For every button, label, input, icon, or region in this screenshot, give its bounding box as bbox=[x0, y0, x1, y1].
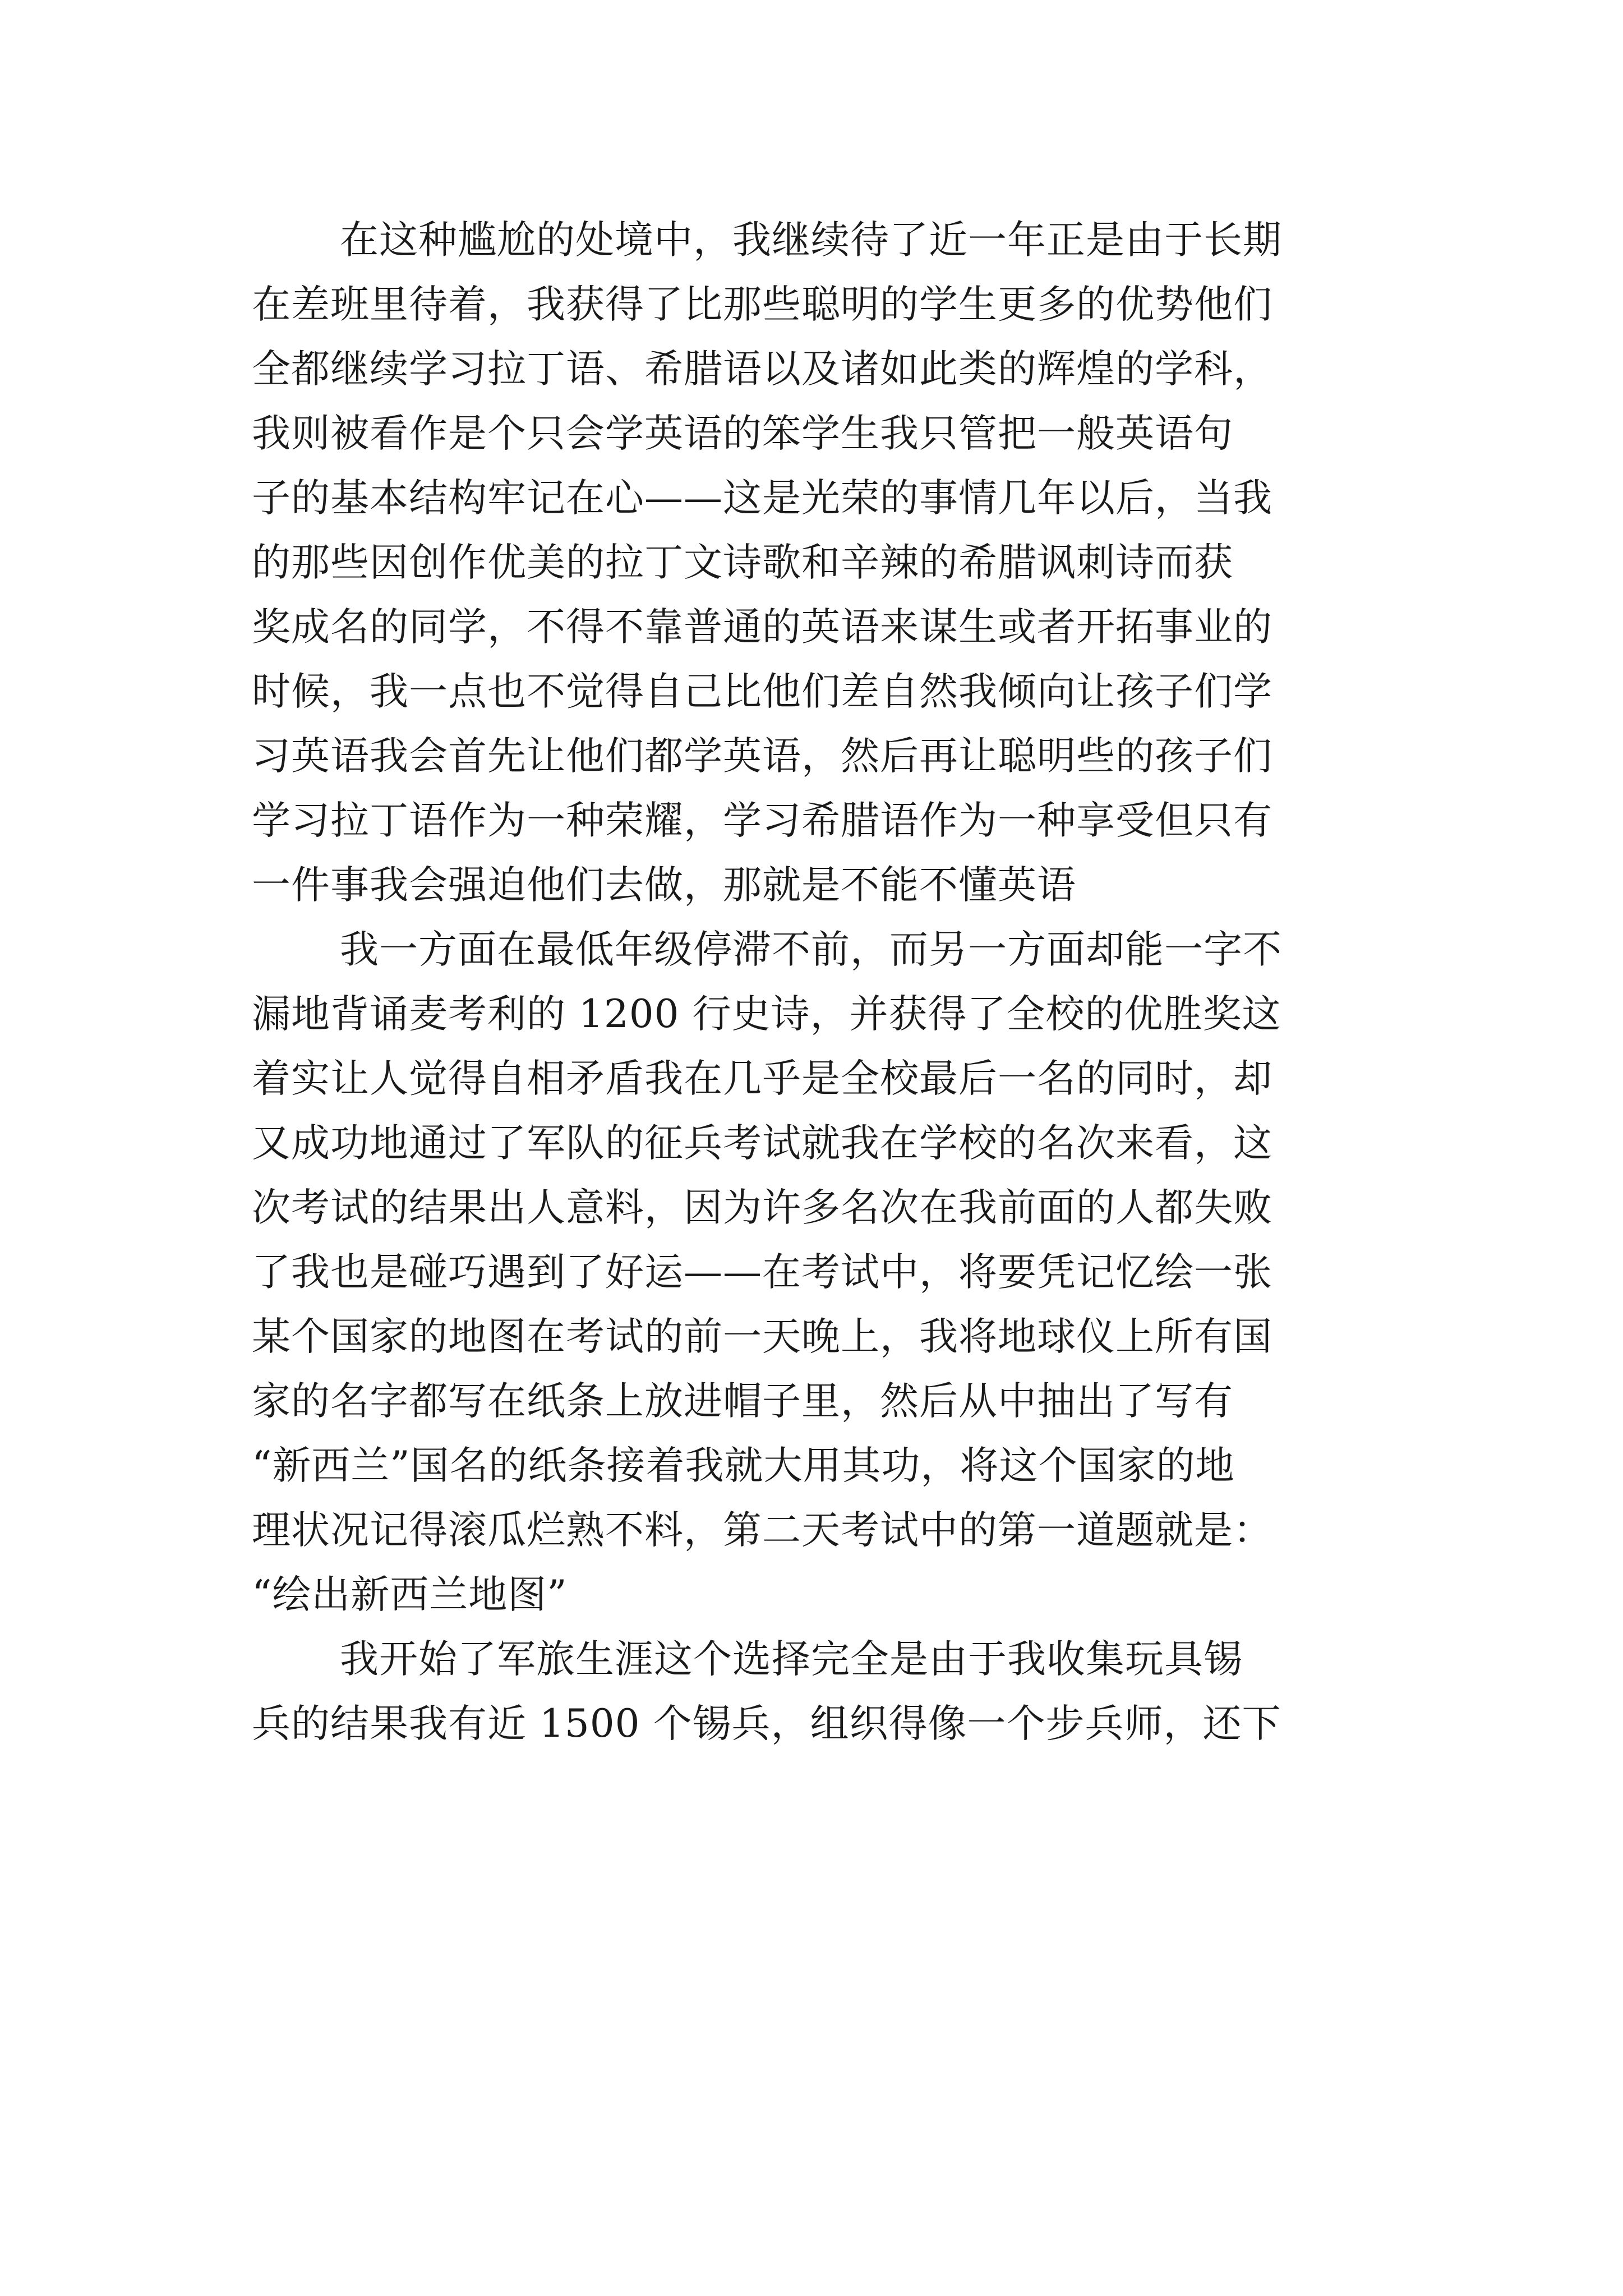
paragraph-2 bbox=[252, 918, 1399, 1627]
text-line: 了我也是碰巧遇到了好运——在考试中，将要凭记忆绘一张 bbox=[252, 1250, 1272, 1295]
text-line: 我开始了军旅生涯这个选择完全是由于我收集玩具锡 bbox=[340, 1637, 1243, 1682]
text-line: 家的名字都写在纸条上放进帽子里，然后从中抽出了写有 bbox=[252, 1379, 1233, 1424]
body-text bbox=[252, 208, 1399, 1756]
text-line: 次考试的结果出人意料，因为许多名次在我前面的人都失败 bbox=[252, 1185, 1272, 1230]
text-line: 一件事我会强迫他们去做，那就是不能不懂英语 bbox=[252, 863, 1076, 908]
text-line: 兵的结果我有近 1500 个锡兵，组织得像一个步兵师，还下 bbox=[252, 1701, 1281, 1746]
text-line: 奖成名的同学，不得不靠普通的英语来谋生或者开拓事业的 bbox=[252, 605, 1272, 650]
text-line: 我则被看作是个只会学英语的笨学生我只管把一般英语句 bbox=[252, 411, 1233, 456]
text-line: 某个国家的地图在考试的前一天晚上，我将地球仪上所有国 bbox=[252, 1314, 1272, 1359]
paragraph-3 bbox=[252, 1627, 1399, 1756]
text-line: 漏地背诵麦考利的 1200 行史诗，并获得了全校的优胜奖这 bbox=[252, 992, 1281, 1037]
text-line: 学习拉丁语作为一种荣耀，学习希腊语作为一种享受但只有 bbox=[252, 798, 1272, 843]
text-line: 全都继续学习拉丁语、希腊语以及诸如此类的辉煌的学科， bbox=[252, 347, 1272, 392]
text-line: 理状况记得滚瓜烂熟不料，第二天考试中的第一道题就是： bbox=[252, 1508, 1272, 1553]
text-line: 在差班里待着，我获得了比那些聪明的学生更多的优势他们 bbox=[252, 282, 1272, 327]
text-line: 子的基本结构牢记在心——这是光荣的事情几年以后，当我 bbox=[252, 476, 1272, 521]
text-line: 又成功地通过了军队的征兵考试就我在学校的名次来看，这 bbox=[252, 1121, 1272, 1166]
text-line: 时候，我一点也不觉得自己比他们差自然我倾向让孩子们学 bbox=[252, 669, 1272, 714]
text-line: 着实让人觉得自相矛盾我在几乎是全校最后一名的同时，却 bbox=[252, 1056, 1272, 1101]
text-line: 在这种尴尬的处境中，我继续待了近一年正是由于长期 bbox=[340, 218, 1282, 263]
text-line: 我一方面在最低年级停滞不前，而另一方面却能一字不 bbox=[340, 927, 1282, 972]
text-line: 的那些因创作优美的拉丁文诗歌和辛辣的希腊讽刺诗而获 bbox=[252, 540, 1233, 585]
text-line: “绘出新西兰地图” bbox=[252, 1572, 568, 1617]
paragraph-1 bbox=[252, 208, 1399, 918]
text-line: 习英语我会首先让他们都学英语，然后再让聪明些的孩子们 bbox=[252, 734, 1272, 779]
text-line: “新西兰”国名的纸条接着我就大用其功，将这个国家的地 bbox=[252, 1443, 1235, 1488]
